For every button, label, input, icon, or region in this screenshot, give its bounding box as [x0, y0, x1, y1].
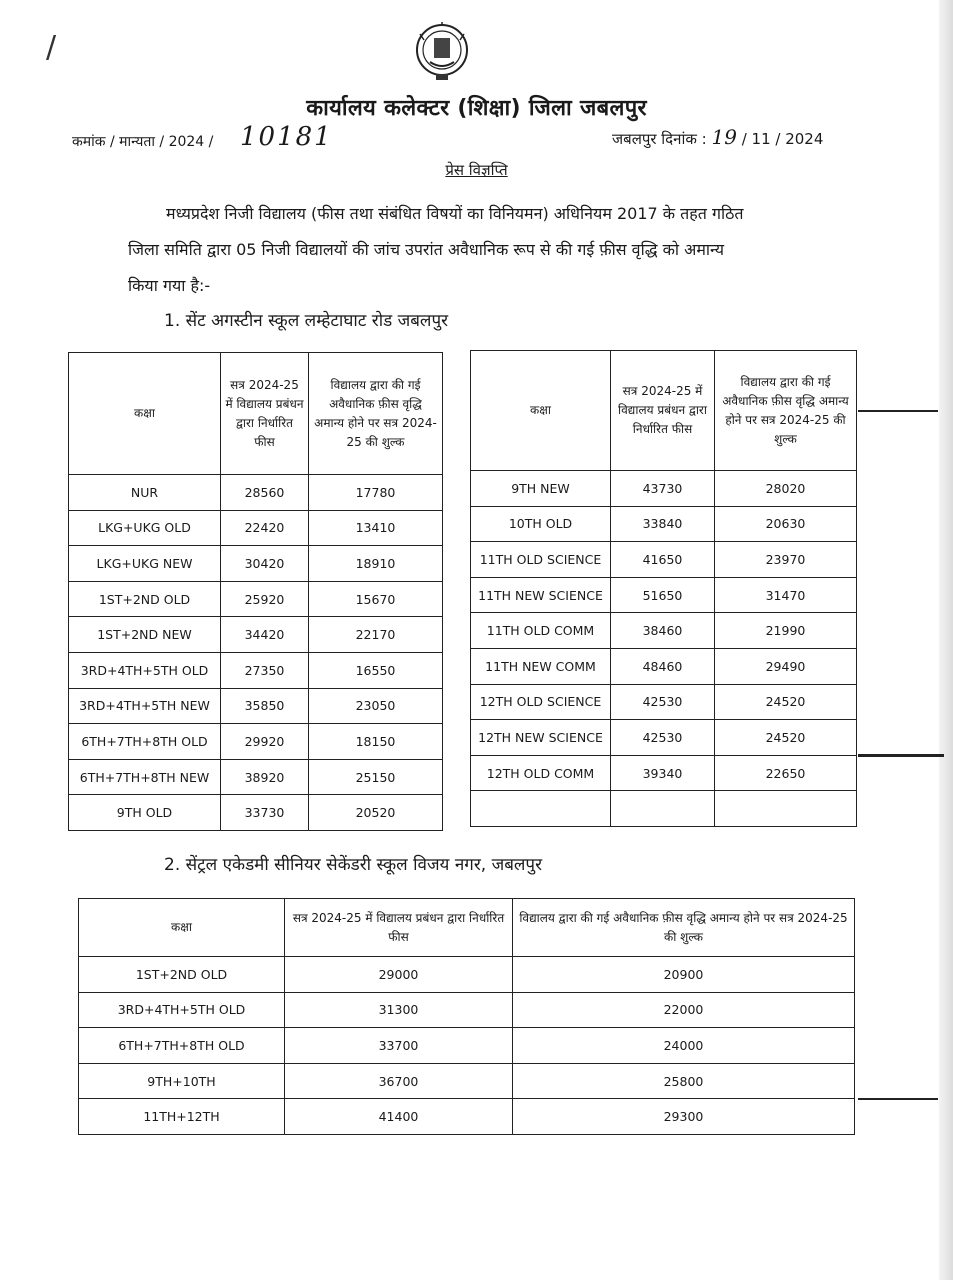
revised-fee-cell [715, 791, 857, 827]
table-row [79, 1028, 855, 1064]
col-header-revised-fee: विद्यालय द्वारा की गई अवैधानिक फ़ीस वृद्धि अमान्य होने पर सत्र 2024-25 की शुल्क [513, 899, 855, 957]
date-day: 19 [711, 125, 737, 149]
revised-fee-cell: 20520 [309, 795, 443, 831]
col-header-fixed-fee: सत्र 2024-25 में विद्यालय प्रबंधन द्वारा निर्धारित फीस [611, 351, 715, 471]
table-row [79, 1099, 855, 1135]
reference-number: 10181 [240, 122, 333, 152]
revised-fee-cell: 20900 [513, 957, 855, 993]
fixed-fee-cell: 22420 [221, 510, 309, 546]
revised-fee-cell: 25150 [309, 759, 443, 795]
revised-fee-cell: 21990 [715, 613, 857, 649]
table-row [471, 720, 857, 756]
fixed-fee-cell: 48460 [611, 648, 715, 684]
table-row [69, 546, 443, 582]
revised-fee-cell: 18150 [309, 724, 443, 760]
fixed-fee-cell: 38920 [221, 759, 309, 795]
table-row [69, 724, 443, 760]
fixed-fee-cell: 35850 [221, 688, 309, 724]
fixed-fee-cell: 38460 [611, 613, 715, 649]
class-cell: 9TH NEW [471, 471, 611, 507]
fixed-fee-cell: 33730 [221, 795, 309, 831]
intro-paragraph [128, 196, 868, 304]
table-row [69, 688, 443, 724]
table-row [471, 577, 857, 613]
table-row [79, 1063, 855, 1099]
fixed-fee-cell: 30420 [221, 546, 309, 582]
class-cell: 10TH OLD [471, 506, 611, 542]
class-cell: 12TH NEW SCIENCE [471, 720, 611, 756]
class-cell: 3RD+4TH+5TH NEW [69, 688, 221, 724]
revised-fee-cell: 23050 [309, 688, 443, 724]
table-row [79, 992, 855, 1028]
class-cell: 6TH+7TH+8TH NEW [69, 759, 221, 795]
revised-fee-cell: 18910 [309, 546, 443, 582]
school1-right-table [470, 350, 857, 827]
table-row [471, 613, 857, 649]
fixed-fee-cell: 34420 [221, 617, 309, 653]
col-header-fixed-fee: सत्र 2024-25 में विद्यालय प्रबंधन द्वारा निर्धारित फीस [285, 899, 513, 957]
class-cell: 11TH NEW COMM [471, 648, 611, 684]
office-title: कार्यालय कलेक्टर (शिक्षा) जिला जबलपुर [306, 96, 647, 121]
fixed-fee-cell: 29000 [285, 957, 513, 993]
revised-fee-cell: 24000 [513, 1028, 855, 1064]
table-row [471, 755, 857, 791]
col-header-class: कक्षा [471, 351, 611, 471]
fixed-fee-cell: 27350 [221, 652, 309, 688]
col-header-revised-fee: विद्यालय द्वारा की गई अवैधानिक फ़ीस वृद्धि अमान्य होने पर सत्र 2024-25 की शुल्क [309, 353, 443, 475]
revised-fee-cell: 22000 [513, 992, 855, 1028]
class-cell: 11TH OLD COMM [471, 613, 611, 649]
table-row [471, 542, 857, 578]
date-line [612, 125, 823, 149]
revised-fee-cell: 31470 [715, 577, 857, 613]
fixed-fee-cell: 43730 [611, 471, 715, 507]
revised-fee-cell: 22650 [715, 755, 857, 791]
school2-table [78, 898, 855, 1135]
revised-fee-cell: 24520 [715, 720, 857, 756]
scan-mark [858, 1098, 938, 1100]
fixed-fee-cell [611, 791, 715, 827]
scan-mark [858, 754, 944, 757]
press-note-heading: प्रेस विज्ञप्ति [445, 161, 508, 179]
fixed-fee-cell: 51650 [611, 577, 715, 613]
revised-fee-cell: 17780 [309, 475, 443, 511]
class-cell: 9TH+10TH [79, 1063, 285, 1099]
class-cell [471, 791, 611, 827]
col-header-revised-fee: विद्यालय द्वारा की गई अवैधानिक फ़ीस वृद्धि अमान्य होने पर सत्र 2024-25 की शुल्क [715, 351, 857, 471]
class-cell: 1ST+2ND OLD [79, 957, 285, 993]
class-cell: 12TH OLD SCIENCE [471, 684, 611, 720]
fixed-fee-cell: 42530 [611, 684, 715, 720]
revised-fee-cell: 20630 [715, 506, 857, 542]
class-cell: 1ST+2ND OLD [69, 581, 221, 617]
revised-fee-cell: 29490 [715, 648, 857, 684]
intro-line-3: किया गया है:- [128, 276, 211, 295]
table-row [471, 648, 857, 684]
table-row [69, 759, 443, 795]
fixed-fee-cell: 41650 [611, 542, 715, 578]
col-header-class: कक्षा [69, 353, 221, 475]
fixed-fee-cell: 29920 [221, 724, 309, 760]
fixed-fee-cell: 33840 [611, 506, 715, 542]
revised-fee-cell: 15670 [309, 581, 443, 617]
reference-label: कमांक / मान्यता / 2024 / [72, 134, 214, 150]
class-cell: 6TH+7TH+8TH OLD [69, 724, 221, 760]
class-cell: 9TH OLD [69, 795, 221, 831]
government-emblem-icon [414, 22, 470, 82]
revised-fee-cell: 29300 [513, 1099, 855, 1135]
fixed-fee-cell: 39340 [611, 755, 715, 791]
class-cell: LKG+UKG NEW [69, 546, 221, 582]
intro-line-2: जिला समिति द्वारा 05 निजी विद्यालयों की जांच उपरांत अवैधानिक रूप से की गई फ़ीस वृद्धि को अमान्य [128, 240, 725, 259]
school1-heading: 1. सेंट अगस्टीन स्कूल लम्हेटाघाट रोड जबलपुर [164, 311, 449, 331]
revised-fee-cell: 24520 [715, 684, 857, 720]
revised-fee-cell: 28020 [715, 471, 857, 507]
fixed-fee-cell: 42530 [611, 720, 715, 756]
class-cell: 12TH OLD COMM [471, 755, 611, 791]
table-row [471, 791, 857, 827]
table-row [69, 795, 443, 831]
revised-fee-cell: 13410 [309, 510, 443, 546]
intro-line-1: मध्यप्रदेश निजी विद्यालय (फीस तथा संबंधित विषयों का विनियमन) अधिनियम 2017 के तहत गठित [166, 204, 744, 223]
table-row [69, 652, 443, 688]
table-row [471, 471, 857, 507]
table-row [69, 475, 443, 511]
table-row [69, 617, 443, 653]
class-cell: 11TH NEW SCIENCE [471, 577, 611, 613]
class-cell: 1ST+2ND NEW [69, 617, 221, 653]
fixed-fee-cell: 36700 [285, 1063, 513, 1099]
revised-fee-cell: 23970 [715, 542, 857, 578]
fixed-fee-cell: 41400 [285, 1099, 513, 1135]
date-month-year: / 11 / 2024 [741, 130, 824, 148]
margin-mark: / [46, 30, 57, 65]
date-label: जबलपुर दिनांक : [612, 130, 707, 148]
table-row [69, 581, 443, 617]
class-cell: 6TH+7TH+8TH OLD [79, 1028, 285, 1064]
class-cell: 3RD+4TH+5TH OLD [69, 652, 221, 688]
class-cell: 11TH+12TH [79, 1099, 285, 1135]
page-edge-shadow [939, 0, 953, 1280]
fixed-fee-cell: 31300 [285, 992, 513, 1028]
table-row [471, 684, 857, 720]
school2-heading: 2. सेंट्रल एकेडमी सीनियर सेकेंडरी स्कूल विजय नगर, जबलपुर [164, 855, 543, 875]
scan-mark [858, 410, 938, 412]
revised-fee-cell: 25800 [513, 1063, 855, 1099]
revised-fee-cell: 16550 [309, 652, 443, 688]
fixed-fee-cell: 28560 [221, 475, 309, 511]
class-cell: NUR [69, 475, 221, 511]
revised-fee-cell: 22170 [309, 617, 443, 653]
table-row [471, 506, 857, 542]
class-cell: 3RD+4TH+5TH OLD [79, 992, 285, 1028]
table-row [79, 957, 855, 993]
class-cell: LKG+UKG OLD [69, 510, 221, 546]
col-header-fixed-fee: सत्र 2024-25 में विद्यालय प्रबंधन द्वारा निर्धारित फीस [221, 353, 309, 475]
fixed-fee-cell: 33700 [285, 1028, 513, 1064]
col-header-class: कक्षा [79, 899, 285, 957]
fixed-fee-cell: 25920 [221, 581, 309, 617]
class-cell: 11TH OLD SCIENCE [471, 542, 611, 578]
table-row [69, 510, 443, 546]
school1-left-table [68, 352, 443, 831]
